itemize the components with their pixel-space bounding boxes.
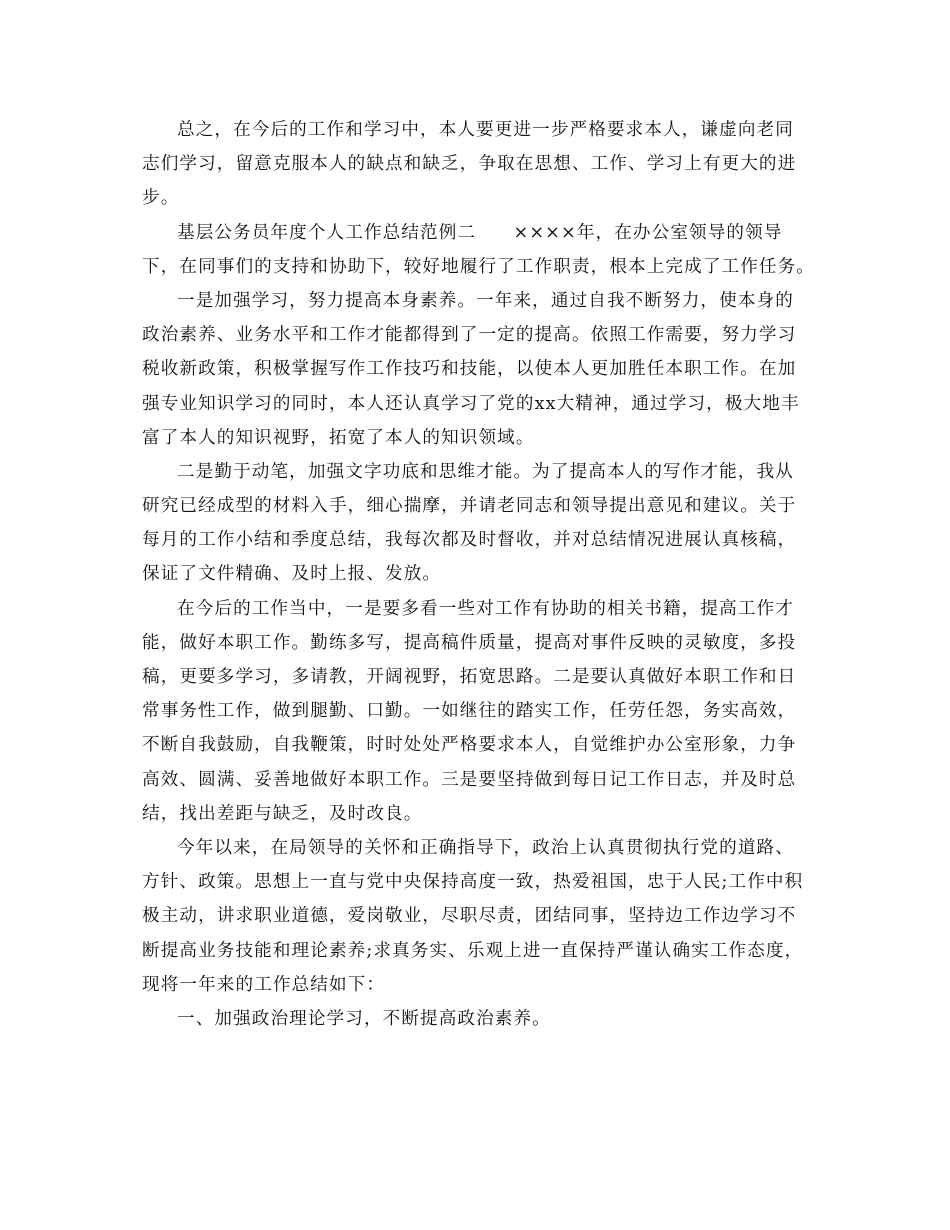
- text-line: 下，在同事们的支持和协助下，较好地履行了工作职责，根本上完成了工作任务。: [142, 256, 815, 277]
- document-body: [142, 113, 815, 1036]
- text-line: 每月的工作小结和季度总结，我每次都及时督收，并对总结情况进展认真核稿，: [142, 530, 797, 551]
- text-line: 保证了文件精确、及时上报、发放。: [142, 564, 442, 585]
- text-line: 税收新政策，积极掌握写作工作技巧和技能，以使本人更加胜任本职工作。在加: [142, 359, 797, 380]
- text-line: 富了本人的知识视野，拓宽了本人的知识领域。: [142, 427, 535, 448]
- text-line: 结，找出差距与缺乏，及时改良。: [142, 803, 423, 824]
- text-line: 总之，在今后的工作和学习中，本人要更进一步严格要求本人，谦虚向老同: [177, 120, 794, 140]
- text-line: 一、加强政治理论学习，不断提高政治素养。: [177, 1008, 551, 1029]
- text-line: 政治素养、业务水平和工作才能都得到了一定的提高。依照工作需要，努力学习: [142, 325, 797, 346]
- text-line: 稿，更要多学习，多请教，开阔视野，拓宽思路。二是要认真做好本职工作和日: [142, 667, 797, 687]
- text-line: 强专业知识学习的同时，本人还认真学习了党的xx大精神，通过学习，极大地丰: [142, 393, 800, 414]
- text-line: 一是加强学习，努力提高本身素养。一年来，通过自我不断努力，使本身的: [177, 290, 794, 311]
- text-line: 现将一年来的工作总结如下：: [142, 974, 386, 995]
- text-line: 基层公务员年度个人工作总结范例二 ××××年，在办公室领导的领导: [177, 222, 783, 243]
- text-line: 研究已经成型的材料入手，细心揣摩，并请老同志和领导提出意见和建议。关于: [142, 496, 797, 517]
- text-line: 步。: [142, 188, 180, 209]
- text-line: 方针、政策。思想上一直与党中央保持高度一致，热爱祖国，忠于人民;工作中积: [142, 872, 804, 893]
- text-line: 不断自我鼓励，自我鞭策，时时处处严格要求本人，自觉维护办公室形象，力争: [142, 735, 797, 756]
- text-line: 常事务性工作，做到腿勤、口勤。一如继往的踏实工作，任劳任怨，务实高效，: [142, 701, 797, 722]
- text-line: 志们学习，留意克服本人的缺点和缺乏，争取在思想、工作、学习上有更大的进: [142, 154, 797, 175]
- text-line: 断提高业务技能和理论素养;求真务实、乐观上进一直保持严谨认确实工作态度，: [142, 940, 804, 961]
- text-line: 极主动，讲求职业道德，爱岗敬业，尽职尽责，团结同事，坚持边工作边学习不: [142, 906, 797, 927]
- text-line: 在今后的工作当中，一是要多看一些对工作有协助的相关书籍，提高工作才: [177, 598, 794, 619]
- text-line: 高效、圆满、妥善地做好本职工作。三是要坚持做到每日记工作日志，并及时总: [142, 769, 797, 790]
- text-line: 能，做好本职工作。勤练多写，提高稿件质量，提高对事件反映的灵敏度，多投: [142, 632, 797, 653]
- text-line: 今年以来，在局领导的关怀和正确指导下，政治上认真贯彻执行党的道路、: [177, 837, 794, 858]
- text-line: 二是勤于动笔，加强文字功底和思维才能。为了提高本人的写作才能，我从: [177, 461, 794, 482]
